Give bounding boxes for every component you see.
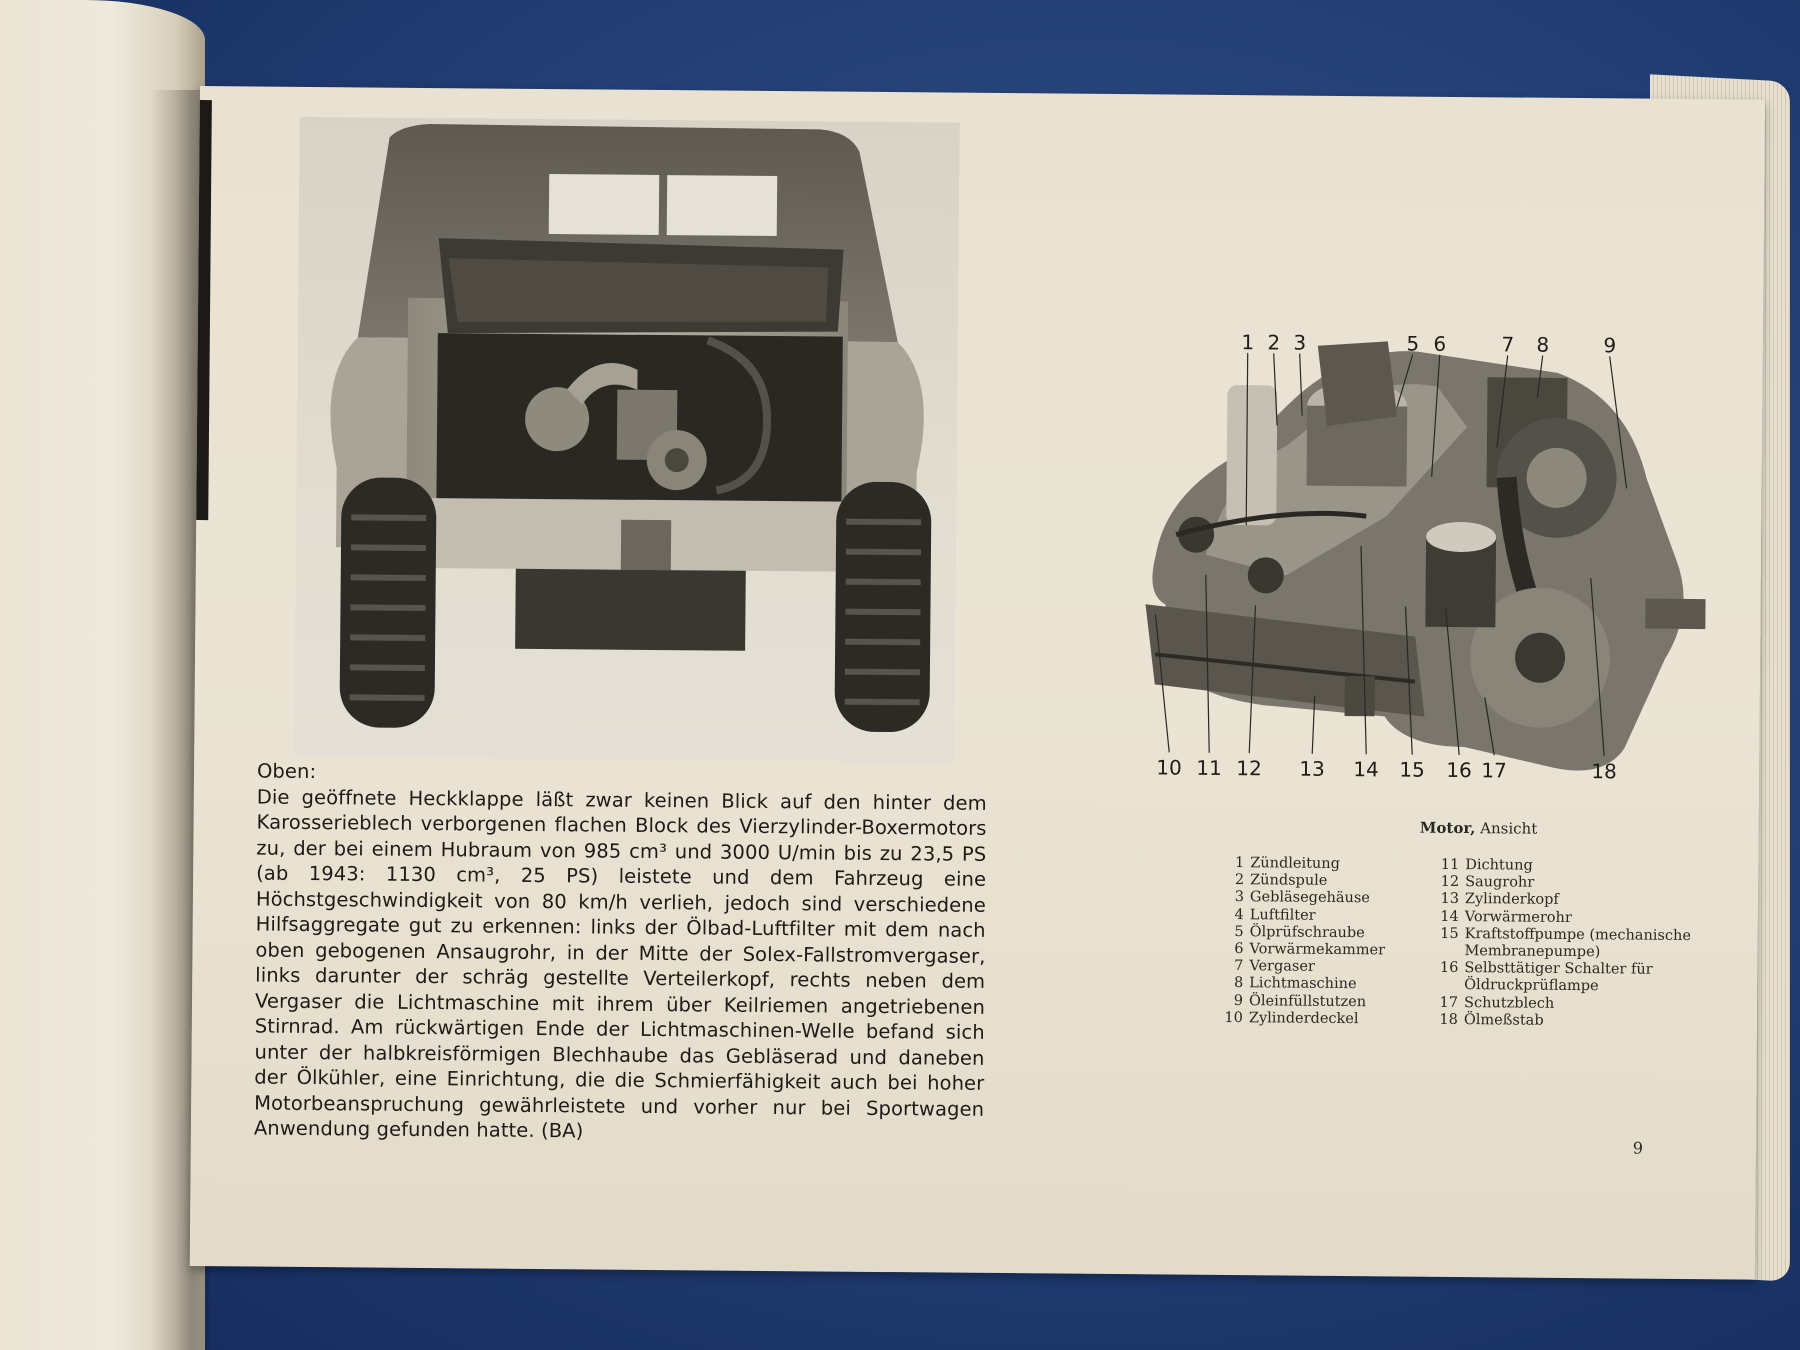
legend-text: Zylinderdeckel	[1248, 1010, 1359, 1027]
engine-diagram	[1083, 274, 1748, 890]
caption-body: Die geöffnete Heckklappe läßt zwar keinen Blick auf den hinter dem Karosserieblech verborgenen flachen Block des Vierzylinder-Boxermotors zu, der bei einem Hubraum von 985 cm³ und 3000 U/min bis zu 23,5 PS (ab 1943: 1130 cm³, 25 PS) leistete und dem Fahrzeug eine Höchstgeschwindigkeit von 80 km/h verlieh, jedoch sind verschiedene Hilfsaggregate gut zu erkennen: links der Ölbad-Luftfilter mit dem nach oben gebogenen Ansaugrohr, in der Mitte der Solex-Fallstromvergaser, links darunter der schräg gestellte Verteilerkopf, rechts neben dem Vergaser die Lichtmaschine mit ihrem über Keilriemen angetriebenen Stirnrad. Am rückwärtigen Ende der Lichtmaschinen-Welle befand sich unter der halbkreisförmigen Blechhaube das Gebläserad und daneben der Ölkühler, eine Einrichtung, die die Schmierfähigkeit auch bei hoher Motorbeanspruchung gewährleistete und vorher nur bei Sportwagen Anwendung gefunden hatte. (BA)	[253, 785, 987, 1143]
label-12: 12	[1236, 756, 1262, 781]
legend-text: Vorwärmekammer	[1249, 941, 1386, 959]
legend-text: Luftfilter	[1249, 906, 1316, 924]
legend-number: 17	[1439, 994, 1459, 1011]
label-6: 6	[1433, 331, 1447, 356]
label-2: 2	[1267, 330, 1281, 355]
legend-text: Selbsttätiger Schalter für Öldruckprüflampe	[1464, 960, 1653, 995]
legend-text: Vorwärmerohr	[1464, 908, 1572, 926]
legend-item	[1208, 924, 1408, 943]
legend-item	[1207, 975, 1407, 994]
label-13: 13	[1299, 756, 1325, 781]
legend-number: 14	[1440, 908, 1459, 925]
legend-item	[1208, 855, 1408, 874]
legend-text: Zündleitung	[1250, 855, 1341, 872]
label-1: 1	[1241, 330, 1255, 355]
legend-number: 18	[1439, 1011, 1458, 1028]
legend-number: 6	[1234, 941, 1244, 958]
legend-column-left	[1207, 855, 1408, 1029]
legend-text: Ölprüfschraube	[1249, 924, 1365, 942]
diagram-caption-rest: Ansicht	[1475, 819, 1538, 838]
book-page	[190, 86, 1765, 1280]
legend-number: 13	[1440, 891, 1460, 908]
label-14: 14	[1353, 757, 1379, 782]
legend-text: Zylinderkopf	[1464, 891, 1559, 909]
legend-item	[1422, 926, 1732, 963]
label-8: 8	[1536, 332, 1550, 357]
legend-number: 7	[1234, 958, 1244, 975]
page-number: 9	[1632, 1138, 1644, 1158]
legend-item	[1207, 941, 1407, 960]
diagram-caption	[1378, 818, 1578, 838]
vehicle-rear-photo	[294, 117, 960, 763]
label-10: 10	[1156, 755, 1182, 780]
legend-number: 15	[1440, 925, 1459, 942]
legend-number: 8	[1233, 975, 1244, 992]
legend-text: Lichtmaschine	[1249, 975, 1357, 993]
legend-text: Zündspule	[1250, 872, 1328, 890]
vehicle-rear-illustration	[294, 117, 960, 763]
legend-item	[1208, 872, 1408, 891]
label-9: 9	[1603, 333, 1617, 358]
legend-text: Dichtung	[1465, 857, 1533, 874]
legend-item	[1422, 960, 1732, 997]
legend-number: 2	[1234, 872, 1245, 889]
legend-text: Gebläsegehäuse	[1249, 889, 1370, 907]
diagram-caption-bold: Motor,	[1419, 818, 1476, 838]
label-15: 15	[1399, 757, 1425, 782]
photo-caption	[254, 759, 987, 1148]
label-3: 3	[1293, 330, 1307, 355]
label-11: 11	[1196, 755, 1222, 780]
label-7: 7	[1501, 332, 1515, 357]
legend-text: Öleinfüllstutzen	[1248, 992, 1367, 1010]
legend-number: 16	[1439, 960, 1459, 977]
legend-number: 4	[1234, 906, 1244, 923]
legend-item	[1207, 1010, 1407, 1029]
legend-item	[1208, 906, 1408, 925]
legend-item	[1207, 992, 1407, 1011]
legend-text: Ölmeßstab	[1463, 1011, 1544, 1029]
legend-number: 3	[1234, 889, 1245, 906]
legend-number: 1	[1234, 855, 1245, 872]
label-17: 17	[1481, 758, 1507, 783]
legend-text: Vergaser	[1249, 958, 1315, 975]
legend-number: 12	[1440, 874, 1460, 891]
legend-number: 9	[1233, 992, 1244, 1009]
caption-heading: Oben:	[256, 759, 317, 784]
legend-item	[1207, 958, 1407, 977]
legend-text: Schutzblech	[1463, 994, 1555, 1012]
legend-number: 10	[1224, 1009, 1243, 1026]
label-16: 16	[1446, 757, 1472, 783]
legend-number: 5	[1234, 923, 1244, 940]
engine-illustration	[1144, 339, 1708, 771]
legend-column-right	[1422, 857, 1733, 1032]
legend-item	[1422, 1012, 1732, 1032]
label-18: 18	[1591, 759, 1617, 784]
label-5: 5	[1406, 331, 1420, 356]
legend-text: Kraftstoffpumpe (mechanische Membranepumpe)	[1464, 925, 1692, 961]
legend-item	[1208, 889, 1408, 908]
legend-number: 11	[1440, 856, 1460, 874]
legend-text: Saugrohr	[1465, 874, 1535, 891]
printed-edge-strip	[196, 100, 212, 520]
